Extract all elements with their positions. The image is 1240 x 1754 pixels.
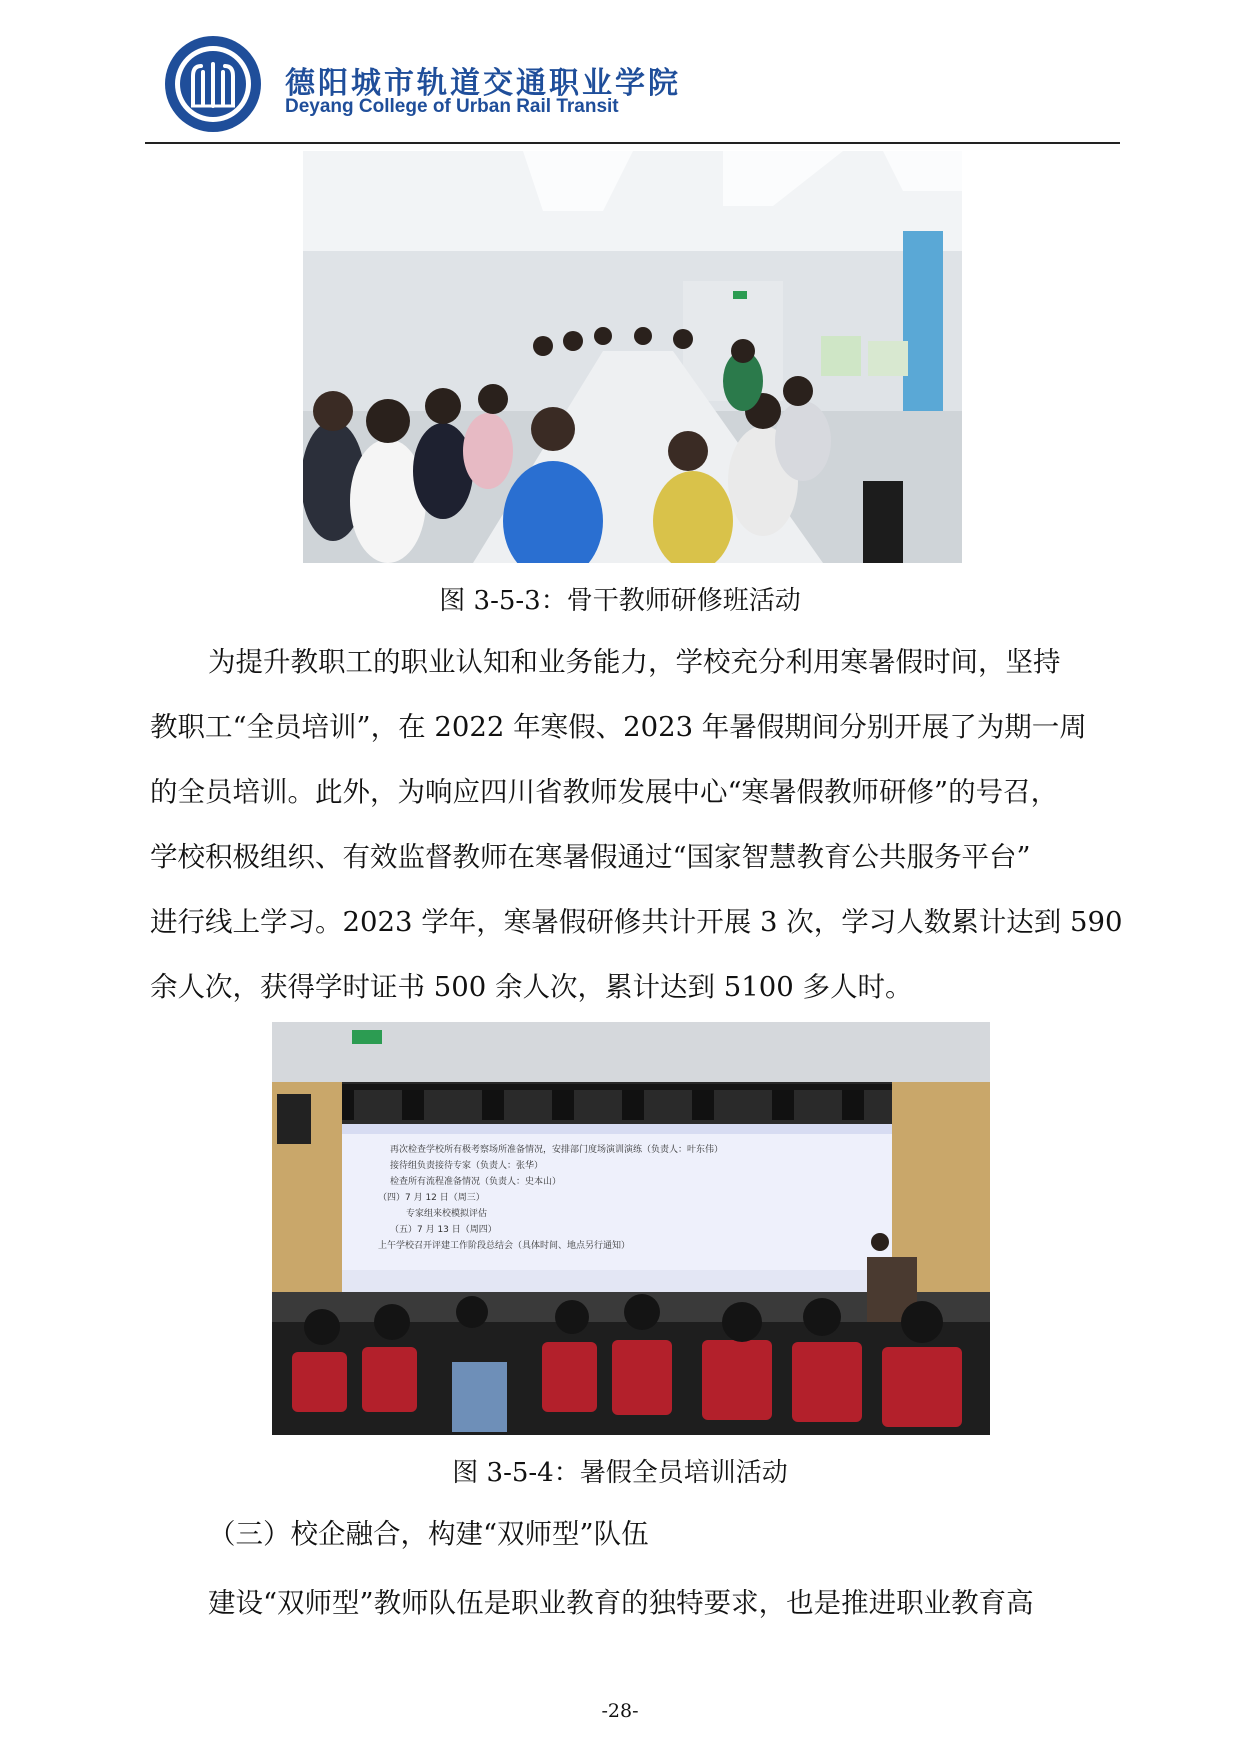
- screen-text-line: 再次检查学校所有极考察场所准备情况，安排部门度场演训演练（负责人：叶东伟）: [390, 1145, 724, 1155]
- school-name-en: Deyang College of Urban Rail Transit: [285, 96, 619, 117]
- paragraph-line: 的全员培训。此外，为响应四川省教师发展中心“寒暑假教师研修”的号召，: [150, 776, 1059, 808]
- paragraph-line: 教职工“全员培训”，在 2022 年寒假、2023 年暑假期间分别开展了为期一周: [150, 711, 1087, 743]
- screen-text-line: 专家组来校模拟评估: [406, 1209, 488, 1219]
- body-paragraph-2: 建设“双师型”教师队伍是职业教育的独特要求，也是推进职业教育高: [208, 1587, 1034, 1619]
- paragraph-line: 学校积极组织、有效监督教师在寒暑假通过“国家智慧教育公共服务平台”: [150, 841, 1031, 873]
- paragraph-line: 进行线上学习。2023 学年，寒暑假研修共计开展 3 次，学习人数累计达到 590: [150, 906, 1123, 938]
- paragraph-line: 为提升教职工的职业认知和业务能力，学校充分利用寒暑假时间，坚持: [208, 646, 1061, 678]
- paragraph-line: 余人次，获得学时证书 500 余人次，累计达到 5100 多人时。: [150, 971, 913, 1003]
- training-photo: [272, 1022, 990, 1435]
- college-seal-logo: [163, 34, 263, 134]
- header-divider: [145, 142, 1120, 144]
- page-header: [145, 28, 1120, 146]
- exit-sign: [352, 1030, 382, 1044]
- figure-caption-2: 图 3-5-4：暑假全员培训活动: [452, 1458, 788, 1488]
- seminar-photo: [303, 151, 962, 563]
- school-name-cn: 德阳城市轨道交通职业学院: [285, 66, 681, 101]
- section-heading: （三）校企融合，构建“双师型”队伍: [208, 1518, 649, 1550]
- screen-text-line: （四）7 月 12 日（周三）: [378, 1193, 485, 1203]
- figure-caption-1: 图 3-5-3：骨干教师研修班活动: [439, 586, 801, 616]
- screen-text-line: 检查所有流程准备情况（负责人：史本山）: [390, 1177, 562, 1187]
- screen-text-line: 上午学校召开评建工作阶段总结会（具体时间、地点另行通知）: [378, 1241, 631, 1251]
- screen-text-line: 接待组负责接待专家（负责人：张华）: [390, 1161, 544, 1171]
- page-number: -28-: [601, 1700, 639, 1722]
- exit-sign: [733, 291, 747, 299]
- screen-text-line: （五）7 月 13 日（周四）: [390, 1225, 497, 1235]
- body-paragraph-1: [150, 630, 1123, 1020]
